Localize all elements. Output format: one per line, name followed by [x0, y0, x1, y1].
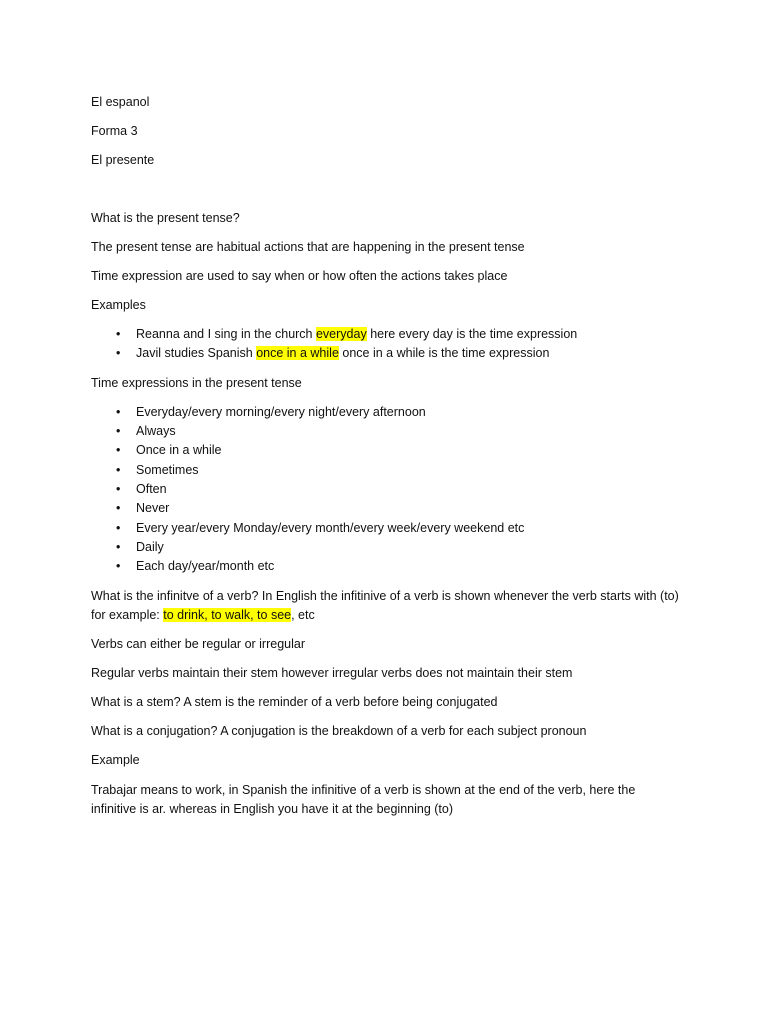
bullet-symbol: •: [116, 559, 121, 573]
example-item: [136, 345, 549, 361]
example-text-before: Reanna and I sing in the church: [136, 327, 316, 341]
example-label: Example: [91, 753, 140, 767]
conjugation-definition-text: What is a conjugation? A conjugation is the breakdown of a verb for each subject pronoun: [91, 724, 587, 738]
stem-definition-text: What is a stem? A stem is the reminder of a verb before being conjugated: [91, 695, 498, 709]
regular-irregular-text: Verbs can either be regular or irregular: [91, 637, 306, 651]
present-tense-definition: The present tense are habitual actions that are happening in the present tense: [91, 240, 525, 254]
time-list-item: Sometimes: [136, 463, 199, 477]
example-text-after: once in a while is the time expression: [338, 346, 550, 360]
bullet-symbol: •: [116, 540, 121, 554]
examples-label: Examples: [91, 298, 146, 312]
time-expression-text: Time expression are used to say when or how often the actions takes place: [91, 269, 508, 283]
highlighted-phrase: everyday: [315, 327, 367, 341]
bullet-symbol: •: [116, 346, 121, 360]
title-line-2: Forma 3: [91, 124, 138, 138]
bullet-symbol: •: [116, 463, 121, 477]
trabajar-paragraph: Trabajar means to work, in Spanish the infinitive of a verb is shown at the end of the verb, here the infinitive is ar. whereas in English you have it at the beginning (to): [91, 783, 636, 816]
time-list-item: Once in a while: [136, 443, 222, 457]
title-line-3: El presente: [91, 153, 155, 167]
bullet-symbol: •: [116, 501, 121, 515]
time-list-item: Daily: [136, 540, 164, 554]
example-item: [136, 326, 577, 342]
highlighted-phrase: to drink, to walk, to see: [163, 608, 292, 622]
bullet-symbol: •: [116, 424, 121, 438]
time-list-item: Everyday/every morning/every night/every afternoon: [136, 405, 426, 419]
time-list-item: Never: [136, 501, 170, 515]
bullet-symbol: •: [116, 327, 121, 341]
time-list-title: Time expressions in the present tense: [91, 376, 302, 390]
bullet-symbol: •: [116, 405, 121, 419]
bullet-symbol: •: [116, 482, 121, 496]
bullet-symbol: •: [116, 443, 121, 457]
highlighted-phrase: once in a while: [256, 346, 339, 360]
example-text-after: here every day is the time expression: [366, 327, 578, 341]
stem-rule-text: Regular verbs maintain their stem however irregular verbs does not maintain their stem: [91, 666, 573, 680]
example-text-before: Javil studies Spanish: [136, 346, 257, 360]
infinitive-text-end: , etc: [291, 608, 315, 622]
time-list-item: Always: [136, 424, 176, 438]
bullet-symbol: •: [116, 521, 121, 535]
present-tense-question: What is the present tense?: [91, 211, 240, 225]
time-list-item: Often: [136, 482, 167, 496]
title-line-1: El espanol: [91, 95, 150, 109]
time-list-item: Every year/every Monday/every month/every week/every weekend etc: [136, 521, 525, 535]
infinitive-text: What is the infinitve of a verb? In English the infitinive of a verb is shown whenever the verb starts with (to) for example:: [91, 589, 679, 622]
time-list-item: Each day/year/month etc: [136, 559, 275, 573]
infinitive-paragraph: [91, 587, 681, 625]
